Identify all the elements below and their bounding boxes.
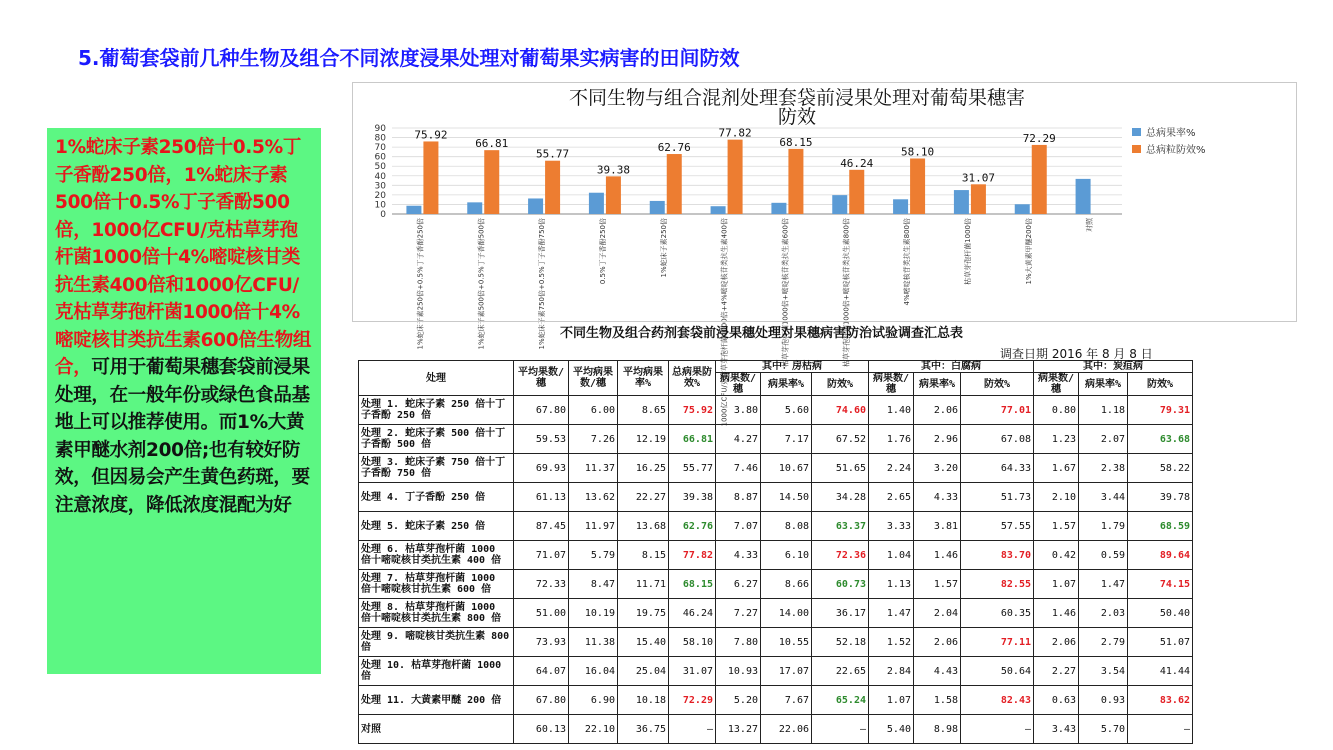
data-label: 77.82 <box>718 126 752 140</box>
header-avg-rate: 平均病果率% <box>618 361 669 396</box>
subheader-eff-3: 防效% <box>1128 373 1193 396</box>
value-cell: 36.17 <box>812 599 869 628</box>
y-tick-label: 0 <box>380 210 386 220</box>
data-label: 68.15 <box>779 135 813 149</box>
value-cell: 10.55 <box>761 628 812 657</box>
value-cell: 60.13 <box>514 715 569 744</box>
value-cell: 19.75 <box>618 599 669 628</box>
treatment-cell: 处理 7. 枯草芽孢杆菌 1000 倍十嘧啶核甘抗生素 600 倍 <box>359 570 514 599</box>
table-header-row <box>359 361 1193 373</box>
value-cell: 10.67 <box>761 454 812 483</box>
value-cell: 34.28 <box>812 483 869 512</box>
table-row <box>359 541 1193 570</box>
chart-title-line-1: 不同生物与组合混剂处理套袋前浸果处理对葡萄果穗害 <box>568 87 1026 109</box>
value-cell: 15.40 <box>618 628 669 657</box>
value-cell: 2.27 <box>1034 657 1079 686</box>
table-row <box>359 570 1193 599</box>
value-cell: 51.65 <box>812 454 869 483</box>
y-tick-label: 50 <box>374 162 386 173</box>
table-title: 不同生物及组合药剂套袋前浸果穗处理对果穗病害防治试验调查汇总表 <box>560 326 964 341</box>
value-cell: 5.70 <box>1079 715 1128 744</box>
x-tick-label: 对照 <box>1085 218 1094 232</box>
value-cell: 46.24 <box>669 599 716 628</box>
value-cell: 0.42 <box>1034 541 1079 570</box>
table-row <box>359 512 1193 541</box>
treatment-cell: 处理 5. 蛇床子素 250 倍 <box>359 512 514 541</box>
value-cell: 59.53 <box>514 425 569 454</box>
legend-swatch <box>1132 145 1141 153</box>
data-label: 55.77 <box>536 147 570 161</box>
value-cell: 0.80 <box>1034 396 1079 425</box>
value-cell: 83.62 <box>1128 686 1193 715</box>
value-cell: 2.24 <box>869 454 914 483</box>
value-cell: 3.20 <box>914 454 961 483</box>
value-cell: 74.15 <box>1128 570 1193 599</box>
legend-swatch <box>1132 128 1141 136</box>
value-cell: 67.52 <box>812 425 869 454</box>
value-cell: 4.43 <box>914 657 961 686</box>
value-cell: — <box>961 715 1034 744</box>
value-cell: 62.76 <box>669 512 716 541</box>
bar-series-1 <box>832 195 847 214</box>
bar-series-2 <box>1032 145 1047 214</box>
bar-series-1 <box>528 198 543 214</box>
table-row <box>359 715 1193 744</box>
treatment-cell: 处理 2. 蛇床子素 500 倍十丁子香酚 500 倍 <box>359 425 514 454</box>
chart-title-line-2: 防效 <box>777 106 817 128</box>
x-tick-label: 枯草芽孢杆菌1000倍 <box>963 218 972 285</box>
treatment-cell: 对照 <box>359 715 514 744</box>
value-cell: 79.31 <box>1128 396 1193 425</box>
value-cell: 64.33 <box>961 454 1034 483</box>
value-cell: 67.08 <box>961 425 1034 454</box>
value-cell: 10.18 <box>618 686 669 715</box>
bar-series-1 <box>711 206 726 214</box>
value-cell: 0.63 <box>1034 686 1079 715</box>
bar-series-1 <box>954 190 969 214</box>
x-tick-label: 枯草芽孢杆菌1000倍+嘧啶核苷类抗生素600倍 <box>781 217 790 368</box>
value-cell: 11.97 <box>569 512 618 541</box>
value-cell: — <box>669 715 716 744</box>
bar-series-1 <box>1076 179 1091 214</box>
value-cell: 66.81 <box>669 425 716 454</box>
value-cell: 3.80 <box>716 396 761 425</box>
value-cell: 3.54 <box>1079 657 1128 686</box>
value-cell: 87.45 <box>514 512 569 541</box>
value-cell: 1.76 <box>869 425 914 454</box>
value-cell: 77.01 <box>961 396 1034 425</box>
value-cell: 13.27 <box>716 715 761 744</box>
value-cell: 2.96 <box>914 425 961 454</box>
table-row <box>359 396 1193 425</box>
value-cell: 14.00 <box>761 599 812 628</box>
x-tick-label: 4%嘧啶核苷类抗生素800倍 <box>903 218 912 306</box>
value-cell: 64.07 <box>514 657 569 686</box>
bar-series-2 <box>545 161 560 214</box>
value-cell: 22.27 <box>618 483 669 512</box>
value-cell: 2.06 <box>914 628 961 657</box>
legend-label: 总病果率% <box>1146 128 1196 139</box>
y-tick-label: 20 <box>374 190 386 201</box>
value-cell: 1.47 <box>869 599 914 628</box>
subheader-count-3: 病果数/穗 <box>1034 373 1079 396</box>
value-cell: 2.03 <box>1079 599 1128 628</box>
value-cell: 1.07 <box>1034 570 1079 599</box>
data-label: 39.38 <box>596 163 630 177</box>
value-cell: — <box>812 715 869 744</box>
x-tick-label: 1%蛇床子素750倍+0.5%丁子香酚750倍 <box>538 217 547 350</box>
value-cell: 68.15 <box>669 570 716 599</box>
treatment-cell: 处理 8. 枯草芽孢杆菌 1000 倍十嘧啶核甘类抗生素 800 倍 <box>359 599 514 628</box>
value-cell: 22.10 <box>569 715 618 744</box>
bar-series-2 <box>971 184 986 214</box>
value-cell: 41.44 <box>1128 657 1193 686</box>
conclusion-highlight-text: 1%蛇床子素250倍十0.5%丁子香酚250倍，1%蛇床子素500倍十0.5%丁子香酚500倍，1000亿CFU/克枯草芽孢杆菌1000倍十4%嘧啶核甘类抗生素400倍和1000亿CFU/克枯草芽孢杆菌1000倍十4%嘧啶核甘类抗生素600倍生物组合， <box>55 137 312 378</box>
value-cell: 82.55 <box>961 570 1034 599</box>
value-cell: 11.38 <box>569 628 618 657</box>
treatment-cell: 处理 10. 枯草芽孢杆菌 1000 倍 <box>359 657 514 686</box>
value-cell: 55.77 <box>669 454 716 483</box>
bar-series-1 <box>467 202 482 214</box>
value-cell: 13.62 <box>569 483 618 512</box>
header-group-1: 其中：房枯病 <box>716 361 869 373</box>
value-cell: 63.37 <box>812 512 869 541</box>
value-cell: 1.04 <box>869 541 914 570</box>
value-cell: 77.11 <box>961 628 1034 657</box>
value-cell: 10.93 <box>716 657 761 686</box>
value-cell: 51.73 <box>961 483 1034 512</box>
table-row <box>359 454 1193 483</box>
bar-series-2 <box>667 154 682 214</box>
data-label: 75.92 <box>414 128 448 142</box>
y-tick-label: 90 <box>374 124 386 134</box>
value-cell: 2.10 <box>1034 483 1079 512</box>
data-label: 72.29 <box>1022 131 1056 145</box>
value-cell: 63.68 <box>1128 425 1193 454</box>
value-cell: 7.17 <box>761 425 812 454</box>
y-tick-label: 10 <box>374 200 386 211</box>
bar-series-2 <box>606 176 621 214</box>
value-cell: 2.04 <box>914 599 961 628</box>
data-label: 66.81 <box>475 137 509 151</box>
value-cell: 50.40 <box>1128 599 1193 628</box>
bar-series-2 <box>728 140 743 214</box>
value-cell: 82.43 <box>961 686 1034 715</box>
data-label: 46.24 <box>840 156 874 170</box>
value-cell: 61.13 <box>514 483 569 512</box>
y-tick-label: 80 <box>374 133 386 144</box>
treatment-cell: 处理 3. 蛇床子素 750 倍十丁子香酚 750 倍 <box>359 454 514 483</box>
value-cell: 89.64 <box>1128 541 1193 570</box>
header-total-eff: 总病果防效% <box>669 361 716 396</box>
value-cell: 60.73 <box>812 570 869 599</box>
value-cell: 50.64 <box>961 657 1034 686</box>
value-cell: 2.79 <box>1079 628 1128 657</box>
header-avg-fruit: 平均果数/穗 <box>514 361 569 396</box>
value-cell: 2.06 <box>914 396 961 425</box>
value-cell: 58.22 <box>1128 454 1193 483</box>
value-cell: 7.26 <box>569 425 618 454</box>
value-cell: 1.23 <box>1034 425 1079 454</box>
value-cell: 0.59 <box>1079 541 1128 570</box>
value-cell: 7.46 <box>716 454 761 483</box>
x-tick-label: 1%蛇床子素250倍 <box>659 218 668 278</box>
value-cell: 1.67 <box>1034 454 1079 483</box>
bar-series-1 <box>650 201 665 214</box>
value-cell: — <box>1128 715 1193 744</box>
value-cell: 74.60 <box>812 396 869 425</box>
value-cell: 65.24 <box>812 686 869 715</box>
value-cell: 51.07 <box>1128 628 1193 657</box>
value-cell: 22.65 <box>812 657 869 686</box>
table-row <box>359 425 1193 454</box>
conclusion-body-text: 可用于葡萄果穗套袋前浸果处理，在一般年份或绿色食品基地上可以推荐使用。而1%大黄素甲醚水剂200倍;也有较好防效，但因易会产生黄色药斑，要注意浓度，降低浓度混配为好 <box>55 357 310 516</box>
value-cell: 1.57 <box>914 570 961 599</box>
value-cell: 69.93 <box>514 454 569 483</box>
value-cell: 36.75 <box>618 715 669 744</box>
table-row <box>359 483 1193 512</box>
value-cell: 5.20 <box>716 686 761 715</box>
subheader-eff-2: 防效% <box>961 373 1034 396</box>
value-cell: 1.07 <box>869 686 914 715</box>
value-cell: 2.84 <box>869 657 914 686</box>
value-cell: 31.07 <box>669 657 716 686</box>
y-tick-label: 70 <box>374 143 386 154</box>
value-cell: 39.38 <box>669 483 716 512</box>
value-cell: 1.79 <box>1079 512 1128 541</box>
value-cell: 58.10 <box>669 628 716 657</box>
bar-series-1 <box>771 203 786 214</box>
value-cell: 4.33 <box>716 541 761 570</box>
value-cell: 0.93 <box>1079 686 1128 715</box>
bar-series-2 <box>484 150 499 214</box>
value-cell: 3.44 <box>1079 483 1128 512</box>
data-label: 62.76 <box>657 141 691 155</box>
value-cell: 1.57 <box>1034 512 1079 541</box>
value-cell: 8.65 <box>618 396 669 425</box>
x-tick-label: 枯草芽孢杆菌1000倍+嘧啶核苷类抗生素800倍 <box>842 218 851 368</box>
table-row <box>359 686 1193 715</box>
y-tick-label: 60 <box>374 152 386 163</box>
value-cell: 11.71 <box>618 570 669 599</box>
value-cell: 8.98 <box>914 715 961 744</box>
value-cell: 12.19 <box>618 425 669 454</box>
value-cell: 72.33 <box>514 570 569 599</box>
subheader-rate-3: 病果率% <box>1079 373 1128 396</box>
subheader-eff-1: 防效% <box>812 373 869 396</box>
value-cell: 6.10 <box>761 541 812 570</box>
treatment-cell: 处理 4. 丁子香酚 250 倍 <box>359 483 514 512</box>
value-cell: 10.19 <box>569 599 618 628</box>
y-tick-label: 40 <box>374 171 386 182</box>
bar-series-2 <box>788 149 803 214</box>
table-body <box>359 396 1193 744</box>
value-cell: 6.00 <box>569 396 618 425</box>
treatment-cell: 处理 9. 嘧啶核甘类抗生素 800 倍 <box>359 628 514 657</box>
x-tick-label: 1%蛇床子素250倍+0.5%丁子香酚250倍 <box>416 218 425 350</box>
value-cell: 8.47 <box>569 570 618 599</box>
bar-series-1 <box>406 206 421 214</box>
value-cell: 8.66 <box>761 570 812 599</box>
bar-series-1 <box>893 199 908 214</box>
value-cell: 73.93 <box>514 628 569 657</box>
x-tick-label: 0.5%丁子香酚250倍 <box>598 218 607 285</box>
value-cell: 3.43 <box>1034 715 1079 744</box>
value-cell: 1.58 <box>914 686 961 715</box>
value-cell: 25.04 <box>618 657 669 686</box>
bar-series-2 <box>910 158 925 214</box>
value-cell: 75.92 <box>669 396 716 425</box>
value-cell: 77.82 <box>669 541 716 570</box>
value-cell: 16.04 <box>569 657 618 686</box>
bar-series-1 <box>589 193 604 214</box>
value-cell: 3.33 <box>869 512 914 541</box>
value-cell: 1.40 <box>869 396 914 425</box>
treatment-cell: 处理 11. 大黄素甲醚 200 倍 <box>359 686 514 715</box>
bar-series-2 <box>423 141 438 214</box>
value-cell: 67.80 <box>514 686 569 715</box>
conclusion-box <box>47 128 321 674</box>
y-tick-label: 30 <box>374 181 386 192</box>
subheader-count-2: 病果数/穗 <box>869 373 914 396</box>
value-cell: 5.40 <box>869 715 914 744</box>
value-cell: 1.47 <box>1079 570 1128 599</box>
value-cell: 8.08 <box>761 512 812 541</box>
value-cell: 60.35 <box>961 599 1034 628</box>
value-cell: 72.36 <box>812 541 869 570</box>
value-cell: 71.07 <box>514 541 569 570</box>
table-row <box>359 599 1193 628</box>
header-group-2: 其中：白腐病 <box>869 361 1034 373</box>
value-cell: 6.90 <box>569 686 618 715</box>
value-cell: 39.78 <box>1128 483 1193 512</box>
treatment-cell: 处理 6. 枯草芽孢杆菌 1000 倍十嘧啶核甘类抗生素 400 倍 <box>359 541 514 570</box>
survey-date: 调查日期 2016 年 8 月 8 日 <box>1000 347 1153 361</box>
value-cell: 1.46 <box>1034 599 1079 628</box>
value-cell: 1.52 <box>869 628 914 657</box>
value-cell: 68.59 <box>1128 512 1193 541</box>
bar-series-1 <box>1015 204 1030 214</box>
bar-series-2 <box>849 170 864 214</box>
value-cell: 1.13 <box>869 570 914 599</box>
value-cell: 6.27 <box>716 570 761 599</box>
value-cell: 14.50 <box>761 483 812 512</box>
value-cell: 72.29 <box>669 686 716 715</box>
value-cell: 16.25 <box>618 454 669 483</box>
x-tick-label: 1%蛇床子素500倍+0.5%丁子香酚500倍 <box>477 218 486 350</box>
value-cell: 11.37 <box>569 454 618 483</box>
value-cell: 4.27 <box>716 425 761 454</box>
value-cell: 2.38 <box>1079 454 1128 483</box>
value-cell: 2.07 <box>1079 425 1128 454</box>
value-cell: 57.55 <box>961 512 1034 541</box>
data-label: 31.07 <box>961 171 995 185</box>
header-avg-diseased: 平均病果数/穗 <box>569 361 618 396</box>
value-cell: 5.79 <box>569 541 618 570</box>
value-cell: 3.81 <box>914 512 961 541</box>
treatment-cell: 处理 1. 蛇床子素 250 倍十丁子香酚 250 倍 <box>359 396 514 425</box>
value-cell: 4.33 <box>914 483 961 512</box>
value-cell: 51.00 <box>514 599 569 628</box>
value-cell: 1.46 <box>914 541 961 570</box>
legend-label: 总病粒防效% <box>1146 145 1206 156</box>
value-cell: 7.80 <box>716 628 761 657</box>
x-tick-label: 1000亿CFU/克枯草芽孢杆菌1000倍+4%嘧啶核苷类抗生素400倍 <box>720 218 729 427</box>
value-cell: 17.07 <box>761 657 812 686</box>
value-cell: 67.80 <box>514 396 569 425</box>
header-group-3: 其中：炭疽病 <box>1034 361 1193 373</box>
value-cell: 83.70 <box>961 541 1034 570</box>
value-cell: 7.67 <box>761 686 812 715</box>
subheader-rate-1: 病果率% <box>761 373 812 396</box>
x-tick-label: 1%大黄素甲醚200倍 <box>1024 218 1033 285</box>
value-cell: 5.60 <box>761 396 812 425</box>
value-cell: 7.27 <box>716 599 761 628</box>
subheader-rate-2: 病果率% <box>914 373 961 396</box>
value-cell: 8.87 <box>716 483 761 512</box>
value-cell: 2.65 <box>869 483 914 512</box>
value-cell: 22.06 <box>761 715 812 744</box>
data-label: 58.10 <box>901 145 935 159</box>
results-table <box>358 360 1193 744</box>
value-cell: 7.07 <box>716 512 761 541</box>
value-cell: 52.18 <box>812 628 869 657</box>
value-cell: 13.68 <box>618 512 669 541</box>
value-cell: 1.18 <box>1079 396 1128 425</box>
value-cell: 2.06 <box>1034 628 1079 657</box>
value-cell: 8.15 <box>618 541 669 570</box>
subheader-count-1: 病果数/穗 <box>716 373 761 396</box>
table-row <box>359 628 1193 657</box>
header-treatment: 处理 <box>359 361 514 396</box>
table-row <box>359 657 1193 686</box>
slide-title: 5.葡萄套袋前几种生物及组合不同浓度浸果处理对葡萄果实病害的田间防效 <box>78 46 740 70</box>
